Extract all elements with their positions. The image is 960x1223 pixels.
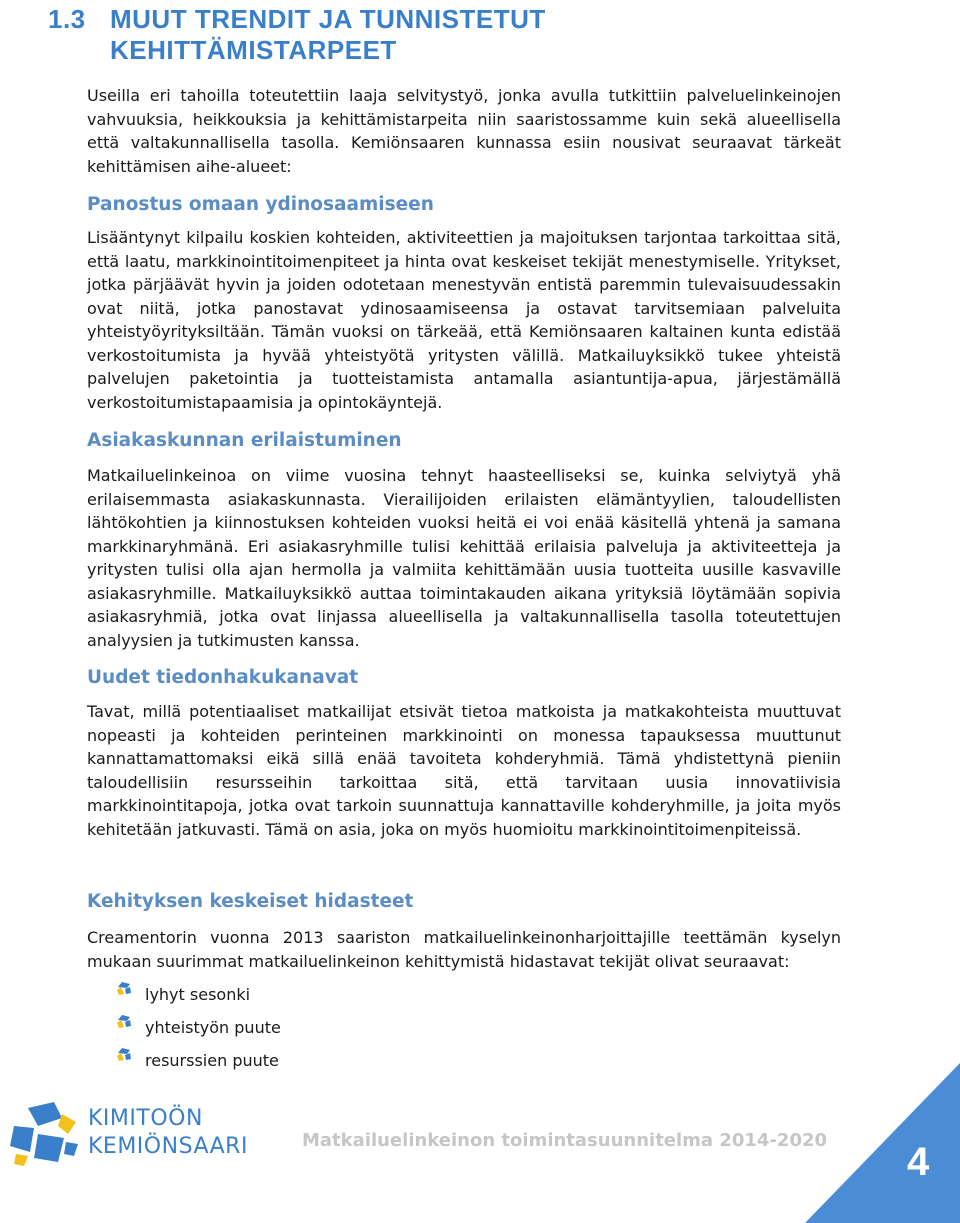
chapter-number: 1.3 [48,4,86,34]
chapter-title-line1: MUUT TRENDIT JA TUNNISTETUT [110,4,546,34]
section-paragraph: Tavat, millä potentiaaliset matkailijat etsivät tietoa matkoista ja matkakohteista muuttuvat nopeasti ja kohteiden perinteinen markkinointi on monessa tapauksessa muuttunut kannattamattomaksi eikä sillä enää tavoiteta kohderyhmiä. Tämä yhdistettynä pieniin taloudellisiin resursseihin tarkoittaa sitä, että tarvitaan uusia innovatiivisia markkinointitapoja, jotka ovat tarkoin suunnattuja kannattaville kohderyhmille, ja joita myös kehitetään jatkuvasti. Tämä on asia, joka on myös huomioitu markkinointitoimenpiteissä. [87,702,841,839]
section-customer-diversity [87,428,841,454]
list-item [87,984,841,1017]
intro-block [87,84,841,178]
bullet-icon [115,978,133,998]
page-number: 4 [907,1140,930,1184]
section-new-channels-body [87,700,841,841]
kimitoon-logo [8,1098,248,1168]
section-paragraph: Lisääntynyt kilpailu koskien kohteiden, aktiviteettien ja majoituksen tarjontaa tarkoittaa sitä, että laatu, markkinointitoimenpiteet ja hinta ovat keskeiset tekijät menestymiselle. Yritykset, jotka pärjäävät hyvin ja joiden odotetaan menestyvän entistä paremmin tulevaisuudessakin ovat niitä, jotka panostavat ydinosaamiseensa ja ostavat tarvitsemiaan palveluita yhteistyöyrityksiltään. Tämän vuoksi on tärkeää, että Kemiönsaaren kaltainen kunta edistää verkostoitumista ja hyvää yhteistyötä yritysten välillä. Matkailuyksikkö tukee yhteistä palvelujen paketointia ja tuotteistamista antamalla asiantuntija-apua, järjestämällä verkostoitumistapaamisia ja opintokäyntejä. [87,228,841,412]
page-corner-triangle [805,1063,960,1223]
section-obstacles-body [87,926,841,973]
list-item-text: resurssien puute [145,1051,279,1070]
bullet-icon [115,1044,133,1064]
list-item-text: lyhyt sesonki [145,985,251,1004]
kimitoon-logo-icon [8,1098,84,1168]
bullet-icon [115,1011,133,1031]
section-core-competence [87,192,841,218]
section-new-channels [87,665,841,691]
section-heading: Kehityksen keskeiset hidasteet [87,891,414,912]
section-customer-diversity-body [87,464,841,652]
list-item [87,1050,841,1083]
logo-line2: KEMIÖNSAARI [88,1134,248,1159]
section-heading: Panostus omaan ydinosaamiseen [87,194,434,215]
section-paragraph: Creamentorin vuonna 2013 saariston matkailuelinkeinonharjoittajille teettämän kyselyn mukaan suurimmat matkailuelinkeinon kehittymistä hidastavat tekijät olivat seuraavat: [87,928,841,971]
section-paragraph: Matkailuelinkeinoa on viime vuosina tehnyt haasteelliseksi se, kuinka selviytyä yhä erilaisemmasta asiakaskunnasta. Vierailijoiden erilaisten elämäntyylien, taloudellisten lähtökohtien ja kiinnostuksen kohteiden vuoksi heitä ei voi enää käsitellä yhtenä ja samana markkinaryhmänä. Eri asiakasryhmille tulisi kehittää erilaisia palveluja ja aktiviteetteja ja yritysten tulisi olla ajan hermolla ja valmiita kehittämään uusia tuotteita uusille kasvaville asiakasryhmille. Matkailuyksikkö auttaa toimintakauden aikana yrityksiä löytämään sopivia asiakasryhmiä, jotka ovat linjassa alueellisella ja valtakunnallisella tasolla toteutettujen analyysien ja tutkimusten kanssa. [87,466,841,650]
section-heading: Uudet tiedonhakukanavat [87,667,359,688]
section-heading: Asiakaskunnan erilaistuminen [87,430,402,451]
section-core-competence-body [87,226,841,414]
obstacles-list [87,984,841,1083]
footer-title: Matkailuelinkeinon toimintasuunnitelma 2014-2020 [302,1130,828,1151]
list-item-text: yhteistyön puute [145,1018,281,1037]
chapter-title-line2: KEHITTÄMISTARPEET [110,35,397,65]
logo-line1: KIMITOÖN [88,1106,203,1131]
list-item [87,1017,841,1050]
section-obstacles [87,889,841,915]
intro-paragraph: Useilla eri tahoilla toteutettiin laaja selvitystyö, jonka avulla tutkittiin palveluelinkeinojen vahvuuksia, heikkouksia ja kehittämistarpeita niin saaristossamme kuin sekä alueellisella että valtakunnallisella tasolla. Kemiönsaaren kunnassa esiin nousivat seuraavat tärkeät kehittämisen aihe-alueet: [87,86,841,176]
bullet-list [87,984,841,1083]
